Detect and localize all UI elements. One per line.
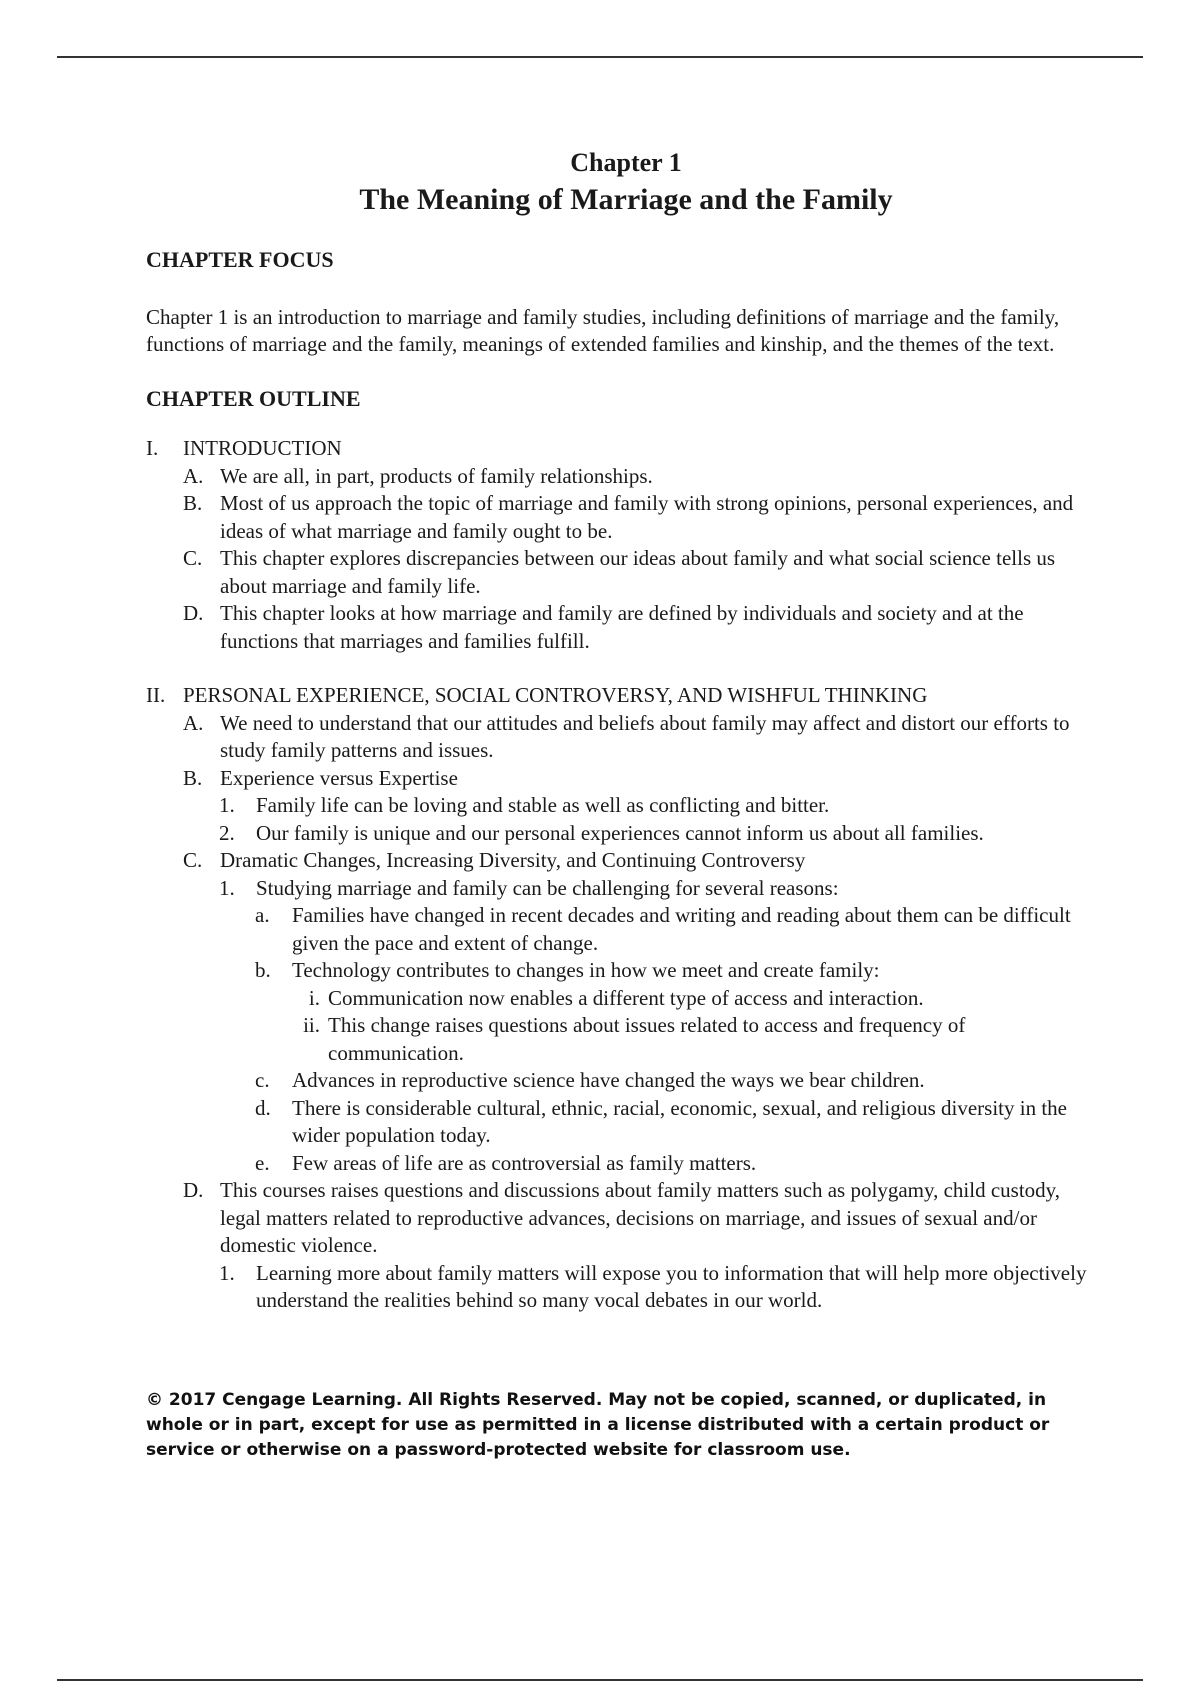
outline-item-II-C-1	[219, 875, 1106, 903]
outline-marker: 1.	[219, 793, 235, 817]
outline-text: This courses raises questions and discussions about family matters such as polygamy, child custody, legal matters related to reproductive advances, decisions on marriage, and issues of sexual and/or domestic violence.	[220, 1178, 1061, 1257]
chapter-outline-heading: CHAPTER OUTLINE	[146, 386, 361, 411]
outline-text: Few areas of life are as controversial as family matters.	[292, 1150, 757, 1175]
outline-item-II-B-2	[219, 820, 1106, 848]
bottom-rule	[57, 1679, 1143, 1681]
outline-item-I-A	[183, 463, 1106, 491]
outline-text: Communication now enables a different type of access and interaction.	[328, 985, 924, 1010]
outline-item-I-C	[183, 545, 1106, 600]
outline-marker: c.	[255, 1068, 270, 1092]
outline-item-II-C-1-d	[255, 1095, 1106, 1150]
outline-text: Our family is unique and our personal experiences cannot inform us about all families.	[256, 820, 984, 845]
outline-text: There is considerable cultural, ethnic, racial, economic, sexual, and religious diversity in the wider population today.	[292, 1095, 1067, 1147]
outline-marker: A.	[183, 710, 204, 735]
outline-text: This chapter explores discrepancies between our ideas about family and what social science tells us about marriage and family life.	[220, 546, 1056, 598]
outline-text: Dramatic Changes, Increasing Diversity, and Continuing Controversy	[220, 848, 806, 872]
page-content	[146, 146, 1106, 1315]
outline-text: Advances in reproductive science have changed the ways we bear children.	[292, 1068, 925, 1092]
outline-marker: D.	[183, 1178, 204, 1202]
outline-item-II-C-1-a	[255, 902, 1106, 957]
outline-item-I-B	[183, 490, 1106, 545]
outline-marker: i.	[308, 985, 320, 1010]
outline-text: This chapter looks at how marriage and family are defined by individuals and society and at the functions that marriages and families fulfill.	[220, 601, 1024, 653]
outline-marker: b.	[255, 958, 271, 982]
outline-text: We are all, in part, products of family relationships.	[220, 463, 653, 488]
outline-marker: I.	[146, 436, 159, 460]
outline-text: Learning more about family matters will expose you to information that will help more objectively understand the realities behind so many vocal debates in our world.	[256, 1260, 1087, 1312]
outline-marker: B.	[183, 765, 203, 790]
outline-marker: 2.	[219, 820, 235, 845]
outline-text: Technology contributes to changes in how we meet and create family:	[292, 958, 880, 982]
outline-item-II-D-1	[219, 1260, 1106, 1315]
section-spacer	[146, 655, 1106, 682]
outline-text: PERSONAL EXPERIENCE, SOCIAL CONTROVERSY, AND WISHFUL THINKING	[183, 683, 928, 707]
outline-marker: a.	[255, 903, 270, 927]
outline-text: We need to understand that our attitudes and beliefs about family may affect and distort our efforts to study family patterns and issues.	[220, 710, 1070, 762]
outline-item-II-B	[183, 765, 1106, 793]
outline-marker: ii.	[303, 1013, 320, 1037]
outline-item-II-C-1-b-ii	[291, 1012, 1106, 1067]
outline-item-II-C	[183, 847, 1106, 875]
outline-item-I-D	[183, 600, 1106, 655]
outline-text: Studying marriage and family can be challenging for several reasons:	[256, 875, 839, 900]
outline-marker: 1.	[219, 1260, 235, 1285]
outline-text: INTRODUCTION	[183, 436, 342, 460]
copyright-notice: © 2017 Cengage Learning. All Rights Reserved. May not be copied, scanned, or duplicated, in whole or in part, except for use as permitted in a license distributed with a certain product or service or otherwise on a password-protected website for classroom use.	[146, 1390, 1050, 1460]
outline-item-II-C-1-e	[255, 1150, 1106, 1178]
outline-item-II	[146, 682, 1106, 710]
outline-marker: e.	[255, 1150, 270, 1175]
outline-marker: C.	[183, 546, 203, 570]
outline-item-II-C-1-b-i	[291, 985, 1106, 1013]
chapter-title: The Meaning of Marriage and the Family	[359, 183, 893, 216]
top-rule	[57, 56, 1143, 58]
outline-item-II-D	[183, 1177, 1106, 1260]
outline-marker: II.	[146, 683, 166, 707]
chapter-number: Chapter 1	[570, 148, 682, 177]
outline-text: Family life can be loving and stable as well as conflicting and bitter.	[256, 793, 830, 817]
outline-marker: D.	[183, 601, 204, 625]
outline-item-II-B-1	[219, 792, 1106, 820]
outline-item-II-A	[183, 710, 1106, 765]
outline-marker: d.	[255, 1095, 271, 1120]
outline-item-II-C-1-b	[255, 957, 1106, 985]
outline-text: Families have changed in recent decades and writing and reading about them can be difficult given the pace and extent of change.	[292, 903, 1071, 955]
chapter-focus-text: Chapter 1 is an introduction to marriage and family studies, including definitions of marriage and the family, functions of marriage and the family, meanings of extended families and kinship, and the themes of the text.	[146, 305, 1060, 356]
outline-text: This change raises questions about issues related to access and frequency of communication.	[328, 1013, 966, 1065]
chapter-outline	[146, 435, 1106, 1315]
outline-item-I	[146, 435, 1106, 463]
chapter-focus-heading: CHAPTER FOCUS	[146, 247, 334, 272]
outline-marker: B.	[183, 491, 203, 515]
outline-marker: 1.	[219, 875, 235, 900]
outline-text: Experience versus Expertise	[220, 765, 458, 790]
outline-marker: C.	[183, 848, 203, 872]
outline-text: Most of us approach the topic of marriage and family with strong opinions, personal experiences, and ideas of what marriage and family ought to be.	[220, 491, 1074, 543]
outline-marker: A.	[183, 463, 204, 488]
outline-item-II-C-1-c	[255, 1067, 1106, 1095]
